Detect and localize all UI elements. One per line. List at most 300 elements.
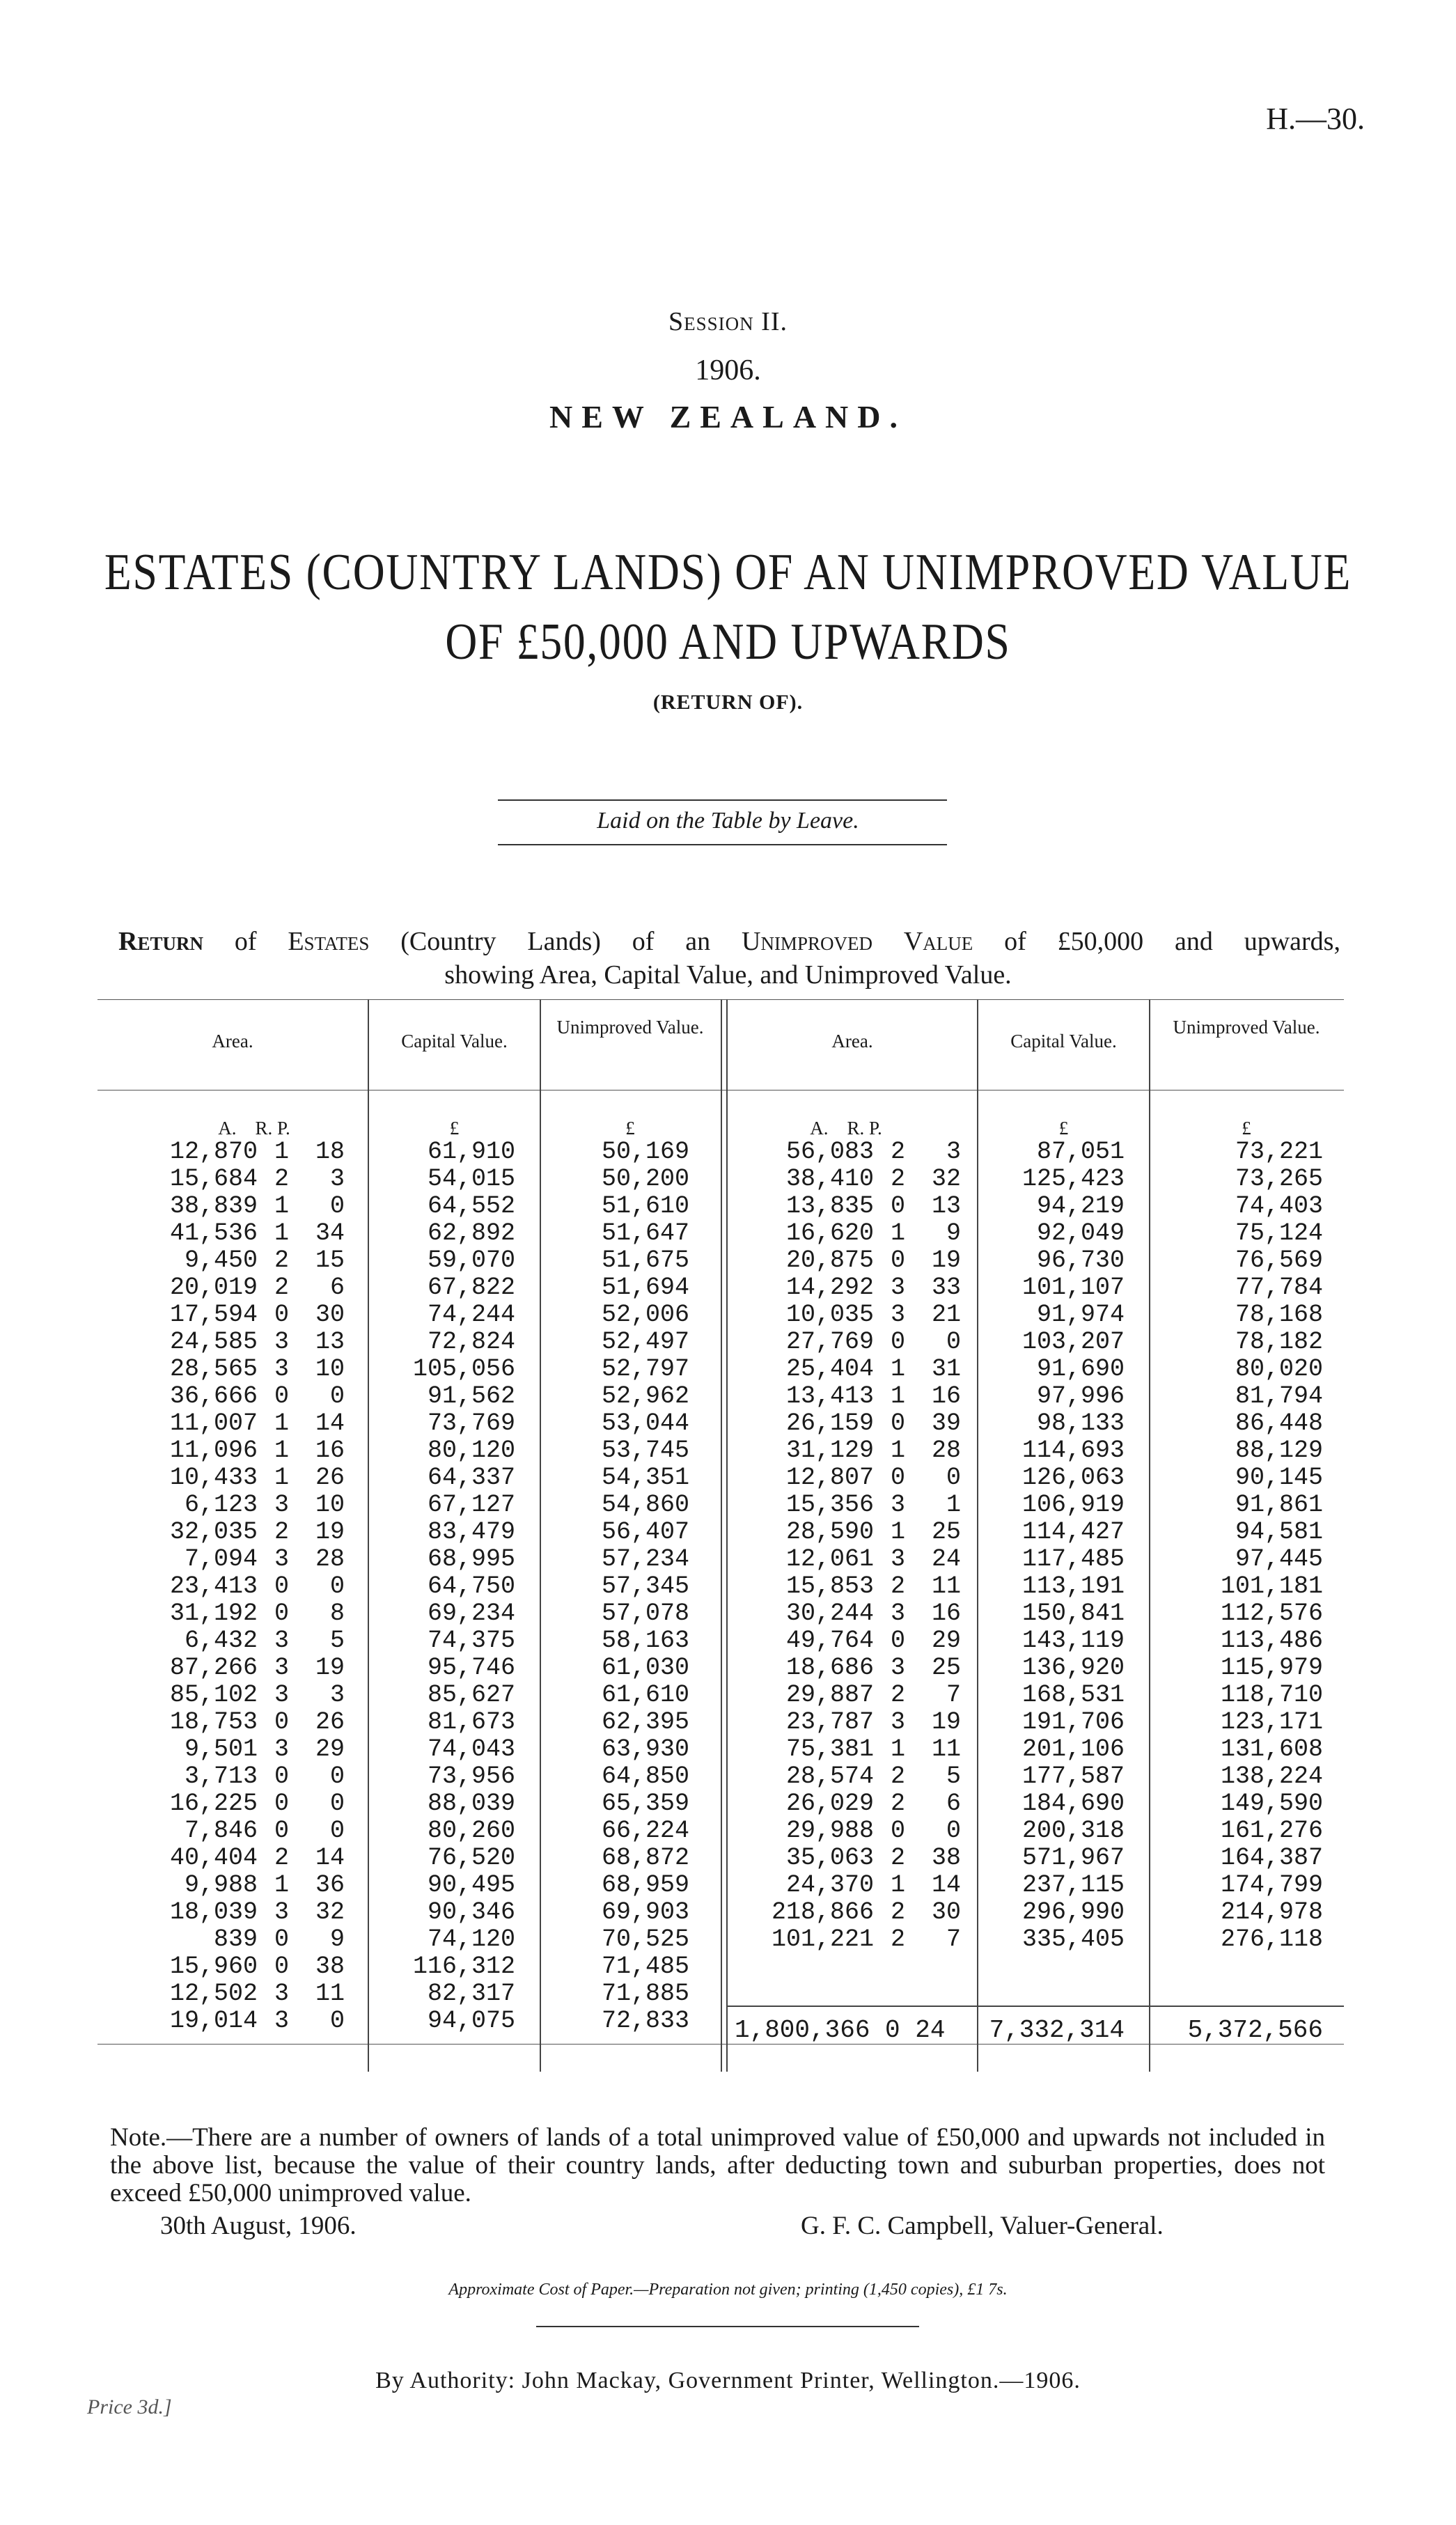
column-right-capital <box>985 1139 1125 1953</box>
table-cell-left: 6,123 <box>184 1491 258 1519</box>
table-cell-left: 1 <box>274 1871 289 1899</box>
intro-word: an <box>685 927 711 956</box>
table-cell-left: 1 <box>274 1409 289 1437</box>
table-cell-right: 1 <box>890 1355 905 1383</box>
table-cell-left: 58,163 <box>601 1627 689 1655</box>
table-cell-right: 94,219 <box>1036 1192 1125 1220</box>
table-cell-right: 2 <box>890 1762 905 1790</box>
table-cell-left: 41,536 <box>169 1219 258 1247</box>
table-cell-left: 6 <box>329 1274 345 1301</box>
table-cell-right: 115,979 <box>1220 1654 1323 1682</box>
table-cell-left: 839 <box>213 1925 258 1953</box>
column-left-capital <box>376 1139 515 2035</box>
table-cell-right: 81,794 <box>1235 1382 1323 1410</box>
intro-word: £50,000 <box>1057 927 1144 956</box>
column-rule <box>1149 999 1150 2072</box>
table-cell-right: 25,404 <box>785 1355 874 1383</box>
total-area: 1,800,366 0 24 <box>735 2016 946 2045</box>
table-cell-left: 56,407 <box>601 1518 689 1546</box>
table-cell-left: 12,502 <box>169 1980 258 2008</box>
table-cell-right: 73,221 <box>1235 1138 1323 1166</box>
table-cell-right: 174,799 <box>1220 1871 1323 1899</box>
intro-word: Unimproved <box>742 927 872 956</box>
table-cell-right: 2 <box>890 1681 905 1709</box>
table-cell-left: 16 <box>315 1437 345 1464</box>
table-cell-right: 2 <box>890 1572 905 1600</box>
table-cell-left: 67,127 <box>427 1491 515 1519</box>
intro-word: Value <box>903 927 973 956</box>
document-title-line2: OF £50,000 AND UPWARDS <box>445 613 1011 671</box>
table-cell-right: 177,587 <box>1021 1762 1125 1790</box>
table-cell-left: 3 <box>274 1898 289 1926</box>
table-cell-left: 74,043 <box>427 1735 515 1763</box>
table-cell-right: 96,730 <box>1036 1246 1125 1274</box>
table-cell-right: 571,967 <box>1021 1844 1125 1872</box>
table-cell-left: 15 <box>315 1246 345 1274</box>
table-cell-right: 5 <box>946 1762 961 1790</box>
table-cell-right: 113,191 <box>1021 1572 1125 1600</box>
table-cell-right: 237,115 <box>1021 1871 1125 1899</box>
table-cell-right: 11 <box>931 1572 961 1600</box>
table-cell-right: 26,029 <box>785 1790 874 1817</box>
table-cell-left: 3 <box>274 1491 289 1519</box>
table-cell-right: 136,920 <box>1021 1654 1125 1682</box>
column-rule <box>540 999 541 2072</box>
table-cell-right: 131,608 <box>1220 1735 1323 1763</box>
table-cell-left: 83,479 <box>427 1518 515 1546</box>
table-cell-right: 138,224 <box>1220 1762 1323 1790</box>
table-cell-right: 101,221 <box>771 1925 874 1953</box>
table-cell-right: 30,244 <box>785 1600 874 1627</box>
intro-word: of <box>632 927 655 956</box>
table-cell-left: 3 <box>274 1735 289 1763</box>
table-cell-right: 75,124 <box>1235 1219 1323 1247</box>
table-cell-right: 276,118 <box>1220 1925 1323 1953</box>
table-cell-left: 1 <box>274 1437 289 1464</box>
table-cell-right: 31,129 <box>785 1437 874 1464</box>
table-cell-right: 149,590 <box>1220 1790 1323 1817</box>
table-cell-left: 64,337 <box>427 1464 515 1492</box>
table-cell-left: 3 <box>329 1165 345 1193</box>
price-label: Price 3d.] <box>87 2395 172 2418</box>
country-label: NEW ZEALAND. <box>549 399 907 435</box>
table-cell-left: 19,014 <box>169 2007 258 2035</box>
intro-word: Return <box>118 927 203 956</box>
table-cell-right: 21 <box>931 1301 961 1329</box>
table-cell-left: 3 <box>274 2007 289 2035</box>
table-cell-right: 98,133 <box>1036 1409 1125 1437</box>
table-cell-right: 87,051 <box>1036 1138 1125 1166</box>
table-cell-left: 9 <box>329 1925 345 1953</box>
table-cell-left: 73,956 <box>427 1762 515 1790</box>
table-cell-right: 97,445 <box>1235 1545 1323 1573</box>
table-cell-left: 52,497 <box>601 1328 689 1356</box>
column-left-acres <box>97 1139 258 2035</box>
table-cell-left: 73,769 <box>427 1409 515 1437</box>
table-cell-right: 150,841 <box>1021 1600 1125 1627</box>
table-cell-left: 10 <box>315 1491 345 1519</box>
table-cell-left: 3 <box>329 1681 345 1709</box>
table-cell-left: 61,910 <box>427 1138 515 1166</box>
table-cell-left: 2 <box>274 1165 289 1193</box>
table-cell-right: 2 <box>890 1790 905 1817</box>
table-cell-left: 85,627 <box>427 1681 515 1709</box>
estates-table <box>97 999 1344 2113</box>
table-cell-left: 82,317 <box>427 1980 515 2008</box>
table-cell-left: 17,594 <box>169 1301 258 1329</box>
footer-rule <box>536 2326 919 2327</box>
table-cell-left: 26 <box>315 1708 345 1736</box>
column-left-roods <box>268 1139 289 2035</box>
table-cell-right: 16 <box>931 1600 961 1627</box>
table-cell-left: 20,019 <box>169 1274 258 1301</box>
table-cell-right: 103,207 <box>1021 1328 1125 1356</box>
table-cell-right: 28 <box>931 1437 961 1464</box>
table-cell-left: 24,585 <box>169 1328 258 1356</box>
unit-area-right: A. R. P. <box>810 1118 882 1139</box>
unit-pound: £ <box>1242 1118 1251 1139</box>
table-cell-left: 10 <box>315 1355 345 1383</box>
table-cell-left: 0 <box>329 1762 345 1790</box>
table-cell-left: 91,562 <box>427 1382 515 1410</box>
table-cell-right: 13,835 <box>785 1192 874 1220</box>
table-cell-left: 6,432 <box>184 1627 258 1655</box>
table-cell-right: 9 <box>946 1219 961 1247</box>
table-cell-right: 2 <box>890 1165 905 1193</box>
table-cell-right: 0 <box>890 1192 905 1220</box>
table-cell-right: 39 <box>931 1409 961 1437</box>
column-right-acres <box>728 1139 874 1953</box>
table-cell-right: 14 <box>931 1871 961 1899</box>
table-cell-left: 62,892 <box>427 1219 515 1247</box>
table-cell-left: 28 <box>315 1545 345 1573</box>
table-cell-right: 191,706 <box>1021 1708 1125 1736</box>
table-cell-right: 3 <box>890 1545 905 1573</box>
table-cell-left: 0 <box>274 1708 289 1736</box>
table-cell-left: 32,035 <box>169 1518 258 1546</box>
table-cell-right: 101,107 <box>1021 1274 1125 1301</box>
table-cell-right: 114,693 <box>1021 1437 1125 1464</box>
total-capital: 7,332,314 <box>989 2016 1125 2045</box>
table-cell-left: 74,120 <box>427 1925 515 1953</box>
table-cell-left: 12,870 <box>169 1138 258 1166</box>
table-cell-right: 25 <box>931 1518 961 1546</box>
table-cell-left: 80,120 <box>427 1437 515 1464</box>
table-cell-left: 51,647 <box>601 1219 689 1247</box>
table-cell-right: 73,265 <box>1235 1165 1323 1193</box>
table-cell-right: 78,182 <box>1235 1328 1323 1356</box>
table-cell-left: 64,750 <box>427 1572 515 1600</box>
table-cell-left: 69,234 <box>427 1600 515 1627</box>
table-cell-left: 18 <box>315 1138 345 1166</box>
table-cell-right: 168,531 <box>1021 1681 1125 1709</box>
header-unimproved-right: Unimproved Value. <box>1173 1017 1320 1038</box>
table-cell-left: 3 <box>274 1545 289 1573</box>
table-cell-left: 71,485 <box>601 1953 689 1980</box>
table-cell-right: 28,590 <box>785 1518 874 1546</box>
column-left-unimproved <box>550 1139 689 2035</box>
table-cell-left: 19 <box>315 1518 345 1546</box>
laid-on-table-label: Laid on the Table by Leave. <box>597 808 859 834</box>
table-cell-right: 13 <box>931 1192 961 1220</box>
table-cell-right: 20,875 <box>785 1246 874 1274</box>
table-cell-left: 57,078 <box>601 1600 689 1627</box>
table-cell-left: 2 <box>274 1518 289 1546</box>
column-right-unimproved <box>1163 1139 1323 1953</box>
table-cell-right: 3 <box>890 1274 905 1301</box>
table-cell-right: 0 <box>890 1409 905 1437</box>
table-cell-left: 0 <box>274 1790 289 1817</box>
table-cell-left: 50,169 <box>601 1138 689 1166</box>
table-cell-left: 23,413 <box>169 1572 258 1600</box>
table-cell-right: 14,292 <box>785 1274 874 1301</box>
table-cell-right: 90,145 <box>1235 1464 1323 1492</box>
table-cell-left: 0 <box>329 1382 345 1410</box>
table-cell-left: 87,266 <box>169 1654 258 1682</box>
table-cell-left: 2 <box>274 1844 289 1872</box>
header-unimproved-left: Unimproved Value. <box>556 1017 704 1038</box>
table-cell-right: 76,569 <box>1235 1246 1323 1274</box>
table-cell-left: 53,745 <box>601 1437 689 1464</box>
document-title-line1: ESTATES (COUNTRY LANDS) OF AN UNIMPROVED VALUE <box>104 544 1352 601</box>
table-cell-left: 7,846 <box>184 1817 258 1845</box>
unit-area-left: A. R. P. <box>218 1118 290 1139</box>
table-cell-right: 19 <box>931 1246 961 1274</box>
table-cell-left: 0 <box>329 1192 345 1220</box>
table-cell-left: 61,030 <box>601 1654 689 1682</box>
table-cell-left: 61,610 <box>601 1681 689 1709</box>
table-cell-left: 0 <box>329 2007 345 2035</box>
table-cell-right: 3 <box>890 1301 905 1329</box>
table-cell-left: 90,346 <box>427 1898 515 1926</box>
table-cell-left: 1 <box>274 1219 289 1247</box>
table-cell-right: 49,764 <box>785 1627 874 1655</box>
table-cell-right: 38,410 <box>785 1165 874 1193</box>
table-cell-left: 15,960 <box>169 1953 258 1980</box>
table-cell-left: 51,610 <box>601 1192 689 1220</box>
table-cell-left: 71,885 <box>601 1980 689 2008</box>
table-cell-right: 29,887 <box>785 1681 874 1709</box>
year-label: 1906. <box>695 354 761 386</box>
table-cell-left: 30 <box>315 1301 345 1329</box>
table-cell-right: 200,318 <box>1021 1817 1125 1845</box>
table-cell-right: 38 <box>931 1844 961 1872</box>
header-area-left: Area. <box>212 1031 253 1052</box>
table-cell-right: 24 <box>931 1545 961 1573</box>
table-cell-right: 3 <box>890 1491 905 1519</box>
table-cell-left: 51,675 <box>601 1246 689 1274</box>
table-cell-left: 40,404 <box>169 1844 258 1872</box>
table-cell-right: 114,427 <box>1021 1518 1125 1546</box>
note-paragraph: Note.—There are a number of owners of lands of a total unimproved value of £50,000 and upwards not included in the above list, because the value of their country lands, after deducting town and suburban properties, does not exceed £50,000 unimproved value. <box>110 2123 1325 2207</box>
table-cell-left: 63,930 <box>601 1735 689 1763</box>
table-cell-right: 1 <box>890 1219 905 1247</box>
totals-rule <box>728 2006 1344 2007</box>
table-cell-right: 1 <box>946 1491 961 1519</box>
table-cell-right: 117,485 <box>1021 1545 1125 1573</box>
table-cell-left: 0 <box>274 1600 289 1627</box>
table-cell-left: 11 <box>315 1980 345 2008</box>
table-cell-left: 38 <box>315 1953 345 1980</box>
table-cell-right: 118,710 <box>1220 1681 1323 1709</box>
table-cell-left: 2 <box>274 1246 289 1274</box>
rule-above-laid <box>498 799 947 801</box>
table-cell-left: 5 <box>329 1627 345 1655</box>
table-cell-left: 2 <box>274 1274 289 1301</box>
table-cell-right: 88,129 <box>1235 1437 1323 1464</box>
table-cell-left: 36,666 <box>169 1382 258 1410</box>
table-cell-right: 15,356 <box>785 1491 874 1519</box>
table-cell-left: 36 <box>315 1871 345 1899</box>
table-cell-left: 3 <box>274 1328 289 1356</box>
table-cell-left: 51,694 <box>601 1274 689 1301</box>
authority-line: By Authority: John Mackay, Government Printer, Wellington.—1906. <box>375 2368 1081 2393</box>
table-cell-right: 3 <box>890 1600 905 1627</box>
table-cell-right: 23,787 <box>785 1708 874 1736</box>
table-cell-right: 15,853 <box>785 1572 874 1600</box>
signature-line: G. F. C. Campbell, Valuer-General. <box>801 2212 1164 2240</box>
table-cell-left: 64,850 <box>601 1762 689 1790</box>
table-cell-right: 91,690 <box>1036 1355 1125 1383</box>
total-unimproved: 5,372,566 <box>1187 2016 1323 2045</box>
table-cell-right: 113,486 <box>1220 1627 1323 1655</box>
table-cell-right: 26,159 <box>785 1409 874 1437</box>
table-cell-right: 91,861 <box>1235 1491 1323 1519</box>
table-cell-left: 0 <box>274 1762 289 1790</box>
table-cell-right: 18,686 <box>785 1654 874 1682</box>
table-cell-left: 3,713 <box>184 1762 258 1790</box>
table-cell-right: 0 <box>946 1817 961 1845</box>
table-cell-right: 12,061 <box>785 1545 874 1573</box>
table-cell-right: 6 <box>946 1790 961 1817</box>
table-cell-left: 11,096 <box>169 1437 258 1464</box>
table-cell-right: 214,978 <box>1220 1898 1323 1926</box>
table-cell-left: 1 <box>274 1192 289 1220</box>
table-cell-right: 2 <box>890 1844 905 1872</box>
table-cell-left: 0 <box>329 1790 345 1817</box>
table-cell-left: 18,753 <box>169 1708 258 1736</box>
table-cell-right: 201,106 <box>1021 1735 1125 1763</box>
table-cell-left: 3 <box>274 1681 289 1709</box>
table-cell-right: 106,919 <box>1021 1491 1125 1519</box>
table-cell-left: 28,565 <box>169 1355 258 1383</box>
table-cell-left: 26 <box>315 1464 345 1492</box>
table-cell-right: 92,049 <box>1036 1219 1125 1247</box>
table-cell-left: 72,833 <box>601 2007 689 2035</box>
column-left-perches <box>296 1139 345 2035</box>
table-cell-right: 2 <box>890 1898 905 1926</box>
table-cell-left: 62,395 <box>601 1708 689 1736</box>
page-reference: H.—30. <box>1266 102 1365 136</box>
column-divider-double <box>721 999 722 2072</box>
intro-word: of <box>234 927 257 956</box>
table-cell-right: 7 <box>946 1925 961 1953</box>
unit-pound: £ <box>1058 1118 1069 1139</box>
table-cell-right: 101,181 <box>1220 1572 1323 1600</box>
table-cell-left: 3 <box>274 1980 289 2008</box>
table-cell-right: 12,807 <box>785 1464 874 1492</box>
table-cell-right: 335,405 <box>1021 1925 1125 1953</box>
table-cell-right: 164,387 <box>1220 1844 1323 1872</box>
table-cell-right: 0 <box>890 1246 905 1274</box>
table-cell-left: 16,225 <box>169 1790 258 1817</box>
table-cell-right: 91,974 <box>1036 1301 1125 1329</box>
table-cell-right: 80,020 <box>1235 1355 1323 1383</box>
table-cell-right: 30 <box>931 1898 961 1926</box>
table-cell-left: 68,872 <box>601 1844 689 1872</box>
table-cell-left: 68,959 <box>601 1871 689 1899</box>
table-cell-left: 65,359 <box>601 1790 689 1817</box>
table-cell-left: 54,351 <box>601 1464 689 1492</box>
table-cell-left: 94,075 <box>427 2007 515 2035</box>
table-cell-right: 3 <box>890 1654 905 1682</box>
table-cell-left: 76,520 <box>427 1844 515 1872</box>
return-intro-line1 <box>118 926 1340 957</box>
table-cell-left: 14 <box>315 1844 345 1872</box>
table-cell-left: 34 <box>315 1219 345 1247</box>
table-cell-left: 7,094 <box>184 1545 258 1573</box>
table-cell-right: 0 <box>890 1627 905 1655</box>
table-cell-right: 86,448 <box>1235 1409 1323 1437</box>
table-cell-left: 54,015 <box>427 1165 515 1193</box>
table-cell-right: 1 <box>890 1382 905 1410</box>
table-cell-right: 0 <box>946 1328 961 1356</box>
table-cell-left: 9,450 <box>184 1246 258 1274</box>
table-cell-left: 57,234 <box>601 1545 689 1573</box>
session-label: Session II. <box>668 307 788 336</box>
table-cell-left: 68,995 <box>427 1545 515 1573</box>
unit-pound: £ <box>625 1118 635 1139</box>
table-cell-right: 3 <box>890 1708 905 1736</box>
table-cell-left: 53,044 <box>601 1409 689 1437</box>
table-cell-left: 0 <box>274 1953 289 1980</box>
intro-word: Lands) <box>527 927 601 956</box>
table-cell-left: 1 <box>274 1138 289 1166</box>
table-cell-left: 105,056 <box>412 1355 515 1383</box>
table-cell-left: 3 <box>274 1355 289 1383</box>
table-cell-right: 125,423 <box>1021 1165 1125 1193</box>
intro-word: upwards, <box>1244 927 1340 956</box>
table-cell-right: 75,381 <box>785 1735 874 1763</box>
column-right-roods <box>884 1139 905 1953</box>
return-intro-line2: showing Area, Capital Value, and Unimproved Value. <box>444 960 1012 990</box>
table-cell-right: 29 <box>931 1627 961 1655</box>
table-cell-left: 29 <box>315 1735 345 1763</box>
table-cell-left: 0 <box>329 1817 345 1845</box>
unit-pound: £ <box>449 1118 460 1139</box>
table-cell-left: 0 <box>274 1301 289 1329</box>
table-cell-left: 70,525 <box>601 1925 689 1953</box>
table-cell-left: 95,746 <box>427 1654 515 1682</box>
table-cell-left: 0 <box>274 1925 289 1953</box>
header-capital-right: Capital Value. <box>1010 1031 1117 1052</box>
rule-below-laid <box>498 844 947 845</box>
table-cell-left: 88,039 <box>427 1790 515 1817</box>
intro-word: and <box>1174 927 1213 956</box>
table-cell-left: 72,824 <box>427 1328 515 1356</box>
table-cell-left: 9,501 <box>184 1735 258 1763</box>
column-rule <box>368 999 369 2072</box>
table-cell-right: 2 <box>890 1925 905 1953</box>
table-cell-left: 64,552 <box>427 1192 515 1220</box>
cost-of-paper-line: Approximate Cost of Paper.—Preparation not given; printing (1,450 copies), £1 7s. <box>448 2281 1008 2299</box>
table-cell-right: 10,035 <box>785 1301 874 1329</box>
table-cell-right: 161,276 <box>1220 1817 1323 1845</box>
table-cell-left: 1 <box>274 1464 289 1492</box>
table-cell-left: 67,822 <box>427 1274 515 1301</box>
table-cell-left: 74,375 <box>427 1627 515 1655</box>
table-cell-left: 66,224 <box>601 1817 689 1845</box>
